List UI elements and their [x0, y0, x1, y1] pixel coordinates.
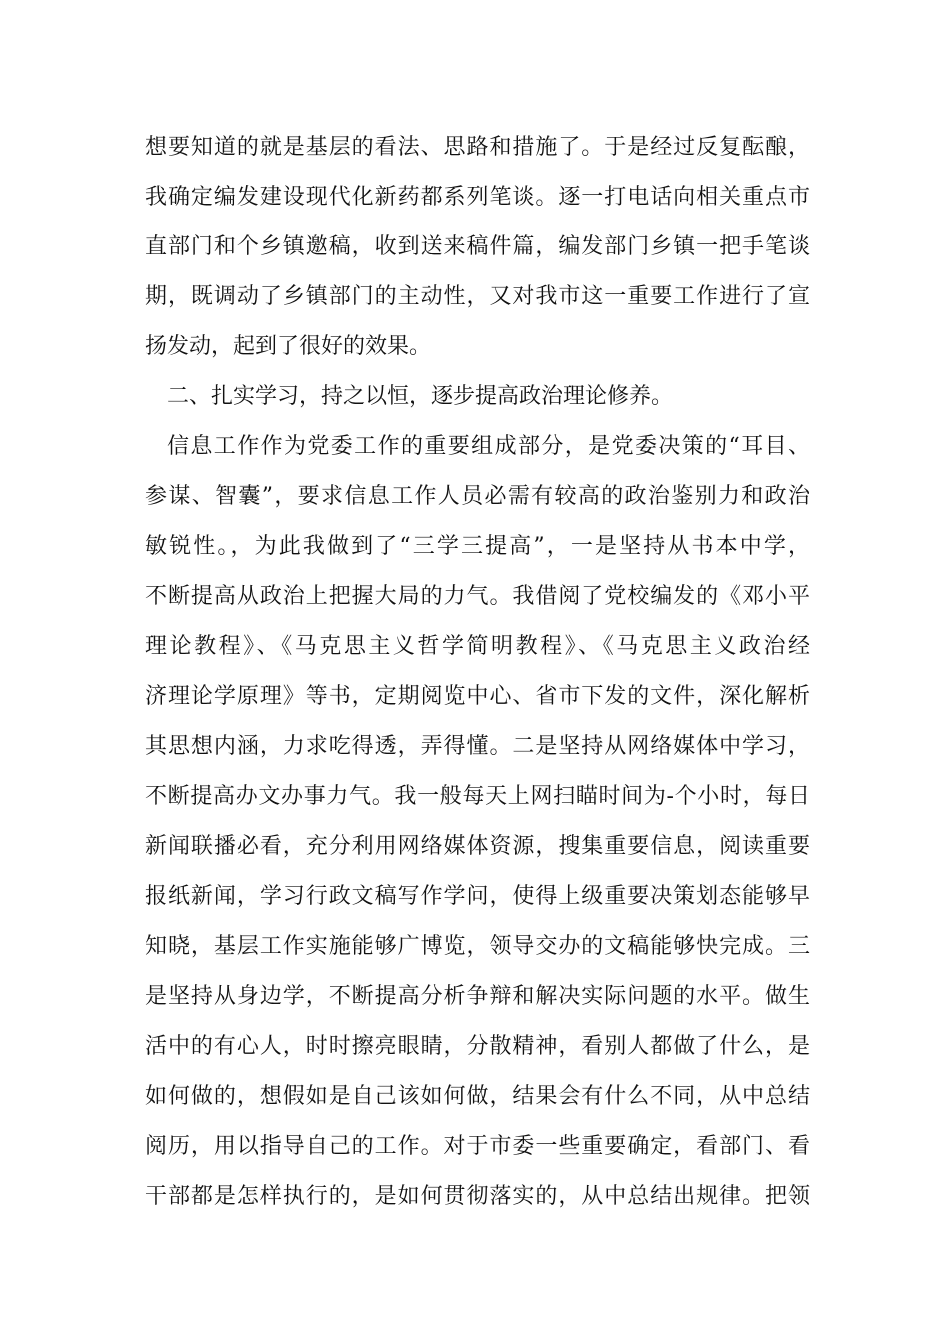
text-line: 想要知道的就是基层的看法、思路和措施了。于是经过反复酝酿，	[145, 135, 810, 160]
text-line: 参谋、智囊”，要求信息工作人员必需有较高的政治鉴别力和政治	[145, 484, 810, 509]
text-line: 是坚持从身边学，不断提高分析争辩和解决实际问题的水平。做生	[145, 984, 810, 1009]
text-line: 干部都是怎样执行的，是如何贯彻落实的，从中总结出规律。把领	[145, 1184, 810, 1209]
text-line: 不断提高办文办事力气。我一般每天上网扫瞄时间为-个小时，每日	[145, 784, 810, 809]
text-line: 知晓，基层工作实施能够广博览，领导交办的文稿能够快完成。三	[145, 934, 810, 959]
text-line: 信息工作作为党委工作的重要组成部分，是党委决策的“耳目、	[167, 434, 810, 459]
text-line: 如何做的，想假如是自己该如何做，结果会有什么不同，从中总结	[145, 1084, 810, 1109]
text-line: 济理论学原理》等书，定期阅览中心、省市下发的文件，深化解析	[145, 684, 810, 709]
text-line: 理论教程》、《马克思主义哲学简明教程》、《马克思主义政治经	[145, 634, 810, 659]
text-line: 阅历，用以指导自己的工作。对于市委一些重要确定，看部门、看	[145, 1134, 810, 1159]
section-heading: 二、扎实学习，持之以恒，逐步提高政治理论修养。	[167, 384, 674, 409]
text-line: 期，既调动了乡镇部门的主动性，又对我市这一重要工作进行了宣	[145, 284, 810, 309]
text-line: 我确定编发建设现代化新药都系列笔谈。逐一打电话向相关重点市	[145, 185, 810, 210]
text-line: 报纸新闻，学习行政文稿写作学问，使得上级重要决策划态能够早	[145, 884, 810, 909]
text-line: 其思想内涵，力求吃得透，弄得懂。二是坚持从网络媒体中学习，	[145, 734, 810, 759]
text-line: 新闻联播必看，充分利用网络媒体资源，搜集重要信息，阅读重要	[145, 834, 810, 859]
text-line: 扬发动，起到了很好的效果。	[145, 334, 432, 359]
text-line: 活中的有心人，时时擦亮眼睛，分散精神，看别人都做了什么，是	[145, 1034, 810, 1059]
text-line: 敏锐性。，为此我做到了“三学三提高”，一是坚持从书本中学，	[145, 534, 810, 559]
text-line: 不断提高从政治上把握大局的力气。我借阅了党校编发的《邓小平	[145, 584, 810, 609]
text-line: 直部门和个乡镇邀稿，收到送来稿件篇，编发部门乡镇一把手笔谈	[145, 234, 810, 259]
